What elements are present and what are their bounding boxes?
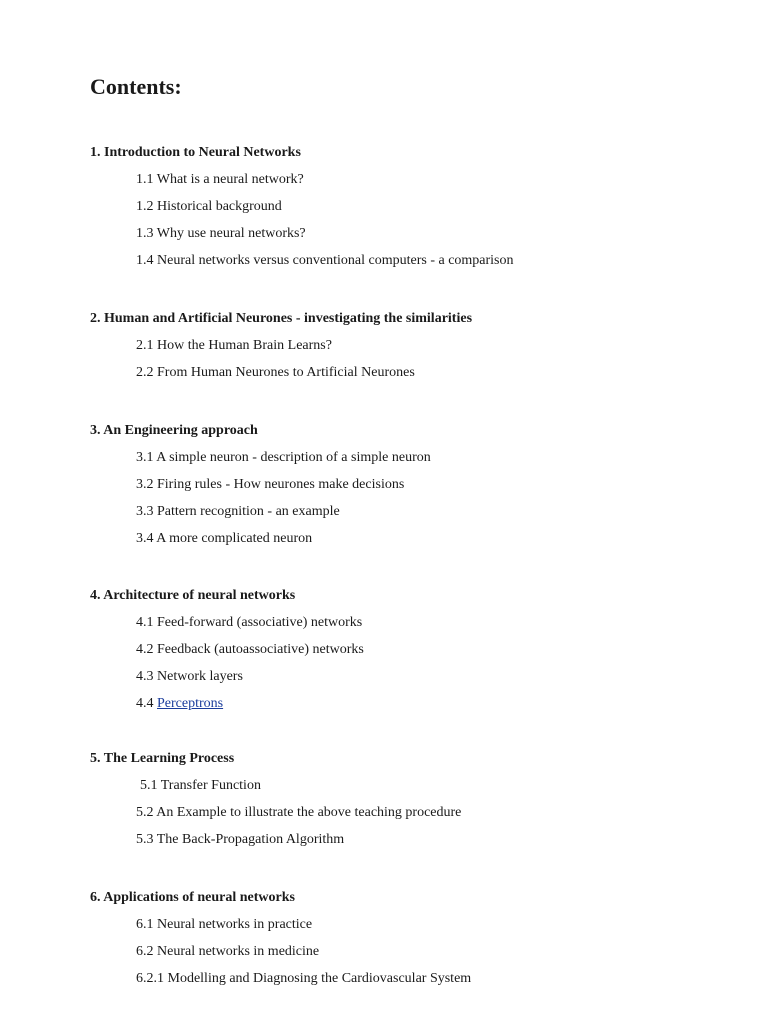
toc-item-number: 1.1: [136, 172, 154, 187]
toc-item-4-1: [136, 615, 362, 631]
toc-item-text: Neural networks versus conventional computers - a comparison: [157, 253, 514, 268]
toc-item-2-1: [136, 338, 332, 354]
toc-item-6-2-1: [136, 971, 471, 987]
toc-item-5-1: [140, 778, 261, 794]
toc-item-number: 6.1: [136, 917, 154, 932]
toc-item-number: 5.3: [136, 832, 154, 847]
section-heading: 5. The Learning Process: [90, 751, 235, 766]
toc-item-text: Network layers: [157, 669, 243, 684]
toc-item-number: 4.4: [136, 696, 154, 711]
toc-item-4-4: [136, 696, 223, 712]
toc-item-text: The Back-Propagation Algorithm: [156, 832, 345, 847]
toc-item-number: 5.2: [136, 805, 154, 820]
toc-item-1-1: [136, 172, 304, 188]
perceptrons-link[interactable]: Perceptrons: [157, 696, 224, 711]
section-heading: 1. Introduction to Neural Networks: [90, 145, 301, 160]
toc-item-text: Neural networks in medicine: [157, 944, 320, 959]
toc-item-text: Neural networks in practice: [157, 917, 313, 932]
toc-item-number: 3.4: [136, 531, 154, 546]
toc-item-text: Feed-forward (associative) networks: [157, 615, 363, 630]
toc-item-2-2: [136, 365, 415, 381]
toc-item-number: 3.2: [136, 477, 154, 492]
toc-item-6-1: [136, 917, 312, 933]
toc-item-1-2: [136, 199, 282, 215]
toc-item-1-3: [136, 226, 306, 242]
section-heading: 4. Architecture of neural networks: [90, 588, 296, 603]
section-heading: 2. Human and Artificial Neurones - investigating the similarities: [90, 311, 473, 326]
toc-item-number: 6.2.1: [136, 971, 164, 986]
toc-item-text: Pattern recognition - an example: [157, 504, 340, 519]
toc-item-text: Transfer Function: [160, 778, 261, 793]
toc-item-number: 5.1: [140, 778, 158, 793]
toc-item-number: 3.1: [136, 450, 154, 465]
toc-item-number: 3.3: [136, 504, 154, 519]
toc-item-text: An Example to illustrate the above teaching procedure: [156, 805, 462, 820]
section-heading: 6. Applications of neural networks: [90, 890, 295, 905]
toc-item-number: 6.2: [136, 944, 154, 959]
toc-item-number: 1.2: [136, 199, 154, 214]
toc-item-4-2: [136, 642, 364, 658]
section-heading: 3. An Engineering approach: [90, 423, 258, 438]
toc-item-5-3: [136, 832, 344, 848]
toc-item-text: How the Human Brain Learns?: [157, 338, 332, 353]
toc-item-number: 2.1: [136, 338, 154, 353]
toc-item-number: 1.4: [136, 253, 154, 268]
toc-item-3-4: [136, 531, 312, 547]
toc-item-text: Historical background: [157, 199, 282, 214]
toc-item-3-1: [136, 450, 431, 466]
toc-item-text: A more complicated neuron: [156, 531, 313, 546]
toc-item-number: 4.1: [136, 615, 154, 630]
toc-item-number: 4.3: [136, 669, 154, 684]
toc-item-number: 1.3: [136, 226, 154, 241]
toc-item-text: Modelling and Diagnosing the Cardiovascular System: [167, 971, 472, 986]
toc-item-3-3: [136, 504, 340, 520]
toc-item-text: What is a neural network?: [156, 172, 304, 187]
toc-item-1-4: [136, 253, 514, 269]
toc-item-3-2: [136, 477, 404, 493]
toc-item-text: Why use neural networks?: [156, 226, 306, 241]
toc-item-4-3: [136, 669, 243, 685]
toc-item-text: Firing rules - How neurones make decisions: [157, 477, 405, 492]
toc-item-text: A simple neuron - description of a simple neuron: [156, 450, 431, 465]
page-title: Contents:: [90, 74, 182, 99]
toc-item-text: Feedback (autoassociative) networks: [157, 642, 364, 657]
toc-item-text: From Human Neurones to Artificial Neurones: [157, 365, 415, 380]
toc-item-5-2: [136, 805, 461, 821]
toc-item-number: 4.2: [136, 642, 154, 657]
toc-item-6-2: [136, 944, 319, 960]
toc-item-number: 2.2: [136, 365, 154, 380]
